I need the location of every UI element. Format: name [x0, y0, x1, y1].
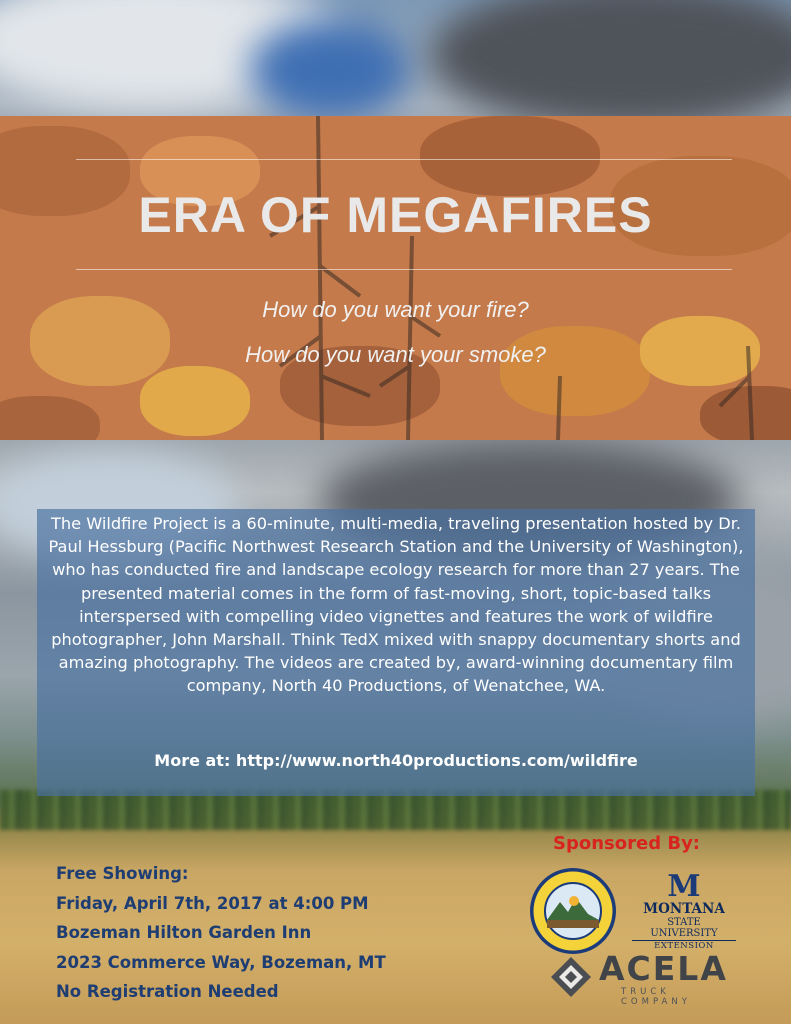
tagline-fire: How do you want your fire?: [262, 297, 529, 322]
msu-letter: M: [667, 869, 701, 904]
msu-subname: STATE UNIVERSITY: [632, 917, 736, 941]
tree-line: [0, 790, 791, 830]
event-address: 2023 Commerce Way, Bozeman, MT: [56, 952, 386, 972]
acela-name: ACELA: [599, 949, 728, 988]
event-venue: Bozeman Hilton Garden Inn: [56, 923, 312, 942]
sky-blue-patch: [250, 20, 410, 120]
msu-extension: EXTENSION: [654, 941, 714, 951]
tagline-smoke: How do you want your smoke?: [245, 342, 546, 367]
smoke-dark: [430, 0, 791, 130]
title-banner: [0, 116, 791, 440]
poster-title: ERA OF MEGAFIRES: [138, 187, 653, 243]
event-date: Friday, April 7th, 2017 at 4:00 PM: [56, 893, 369, 913]
acela-logo: [549, 949, 739, 1007]
event-heading: Free Showing:: [56, 864, 189, 883]
event-details: [56, 859, 386, 1007]
banner-rule-top: [76, 159, 732, 160]
msu-extension-logo: [632, 869, 736, 951]
burned-trees: [0, 116, 791, 440]
more-link[interactable]: More at: http://www.north40productions.com/wildfire: [154, 751, 638, 770]
seal-icon: [530, 868, 616, 954]
acela-subtitle: TRUCK COMPANY: [621, 987, 691, 1007]
acela-diamond-icon: [549, 955, 593, 999]
sponsors-heading: Sponsored By:: [553, 833, 700, 854]
county-seal-logo: [530, 868, 616, 954]
description-text: The Wildfire Project is a 60-minute, multi-media, traveling presentation hosted by Dr. Paul Hessburg (Pacific Northwest Research Station and the University of Washington), who has conducted fire and landscape ecology research for more than 27 years. The presented material comes in the form of fast-moving, short, topic-based talks interspersed with compelling video vignettes and features the work of wildfire photographer, John Marshall. Think TedX mixed with snappy documentary shorts and amazing photography. The videos are created by, award-winning documentary film company, North 40 Productions, of Wenatchee, WA.: [48, 514, 744, 696]
msu-name: MONTANA: [643, 901, 725, 917]
banner-rule-bottom: [76, 269, 732, 270]
event-note: No Registration Needed: [56, 982, 279, 1001]
